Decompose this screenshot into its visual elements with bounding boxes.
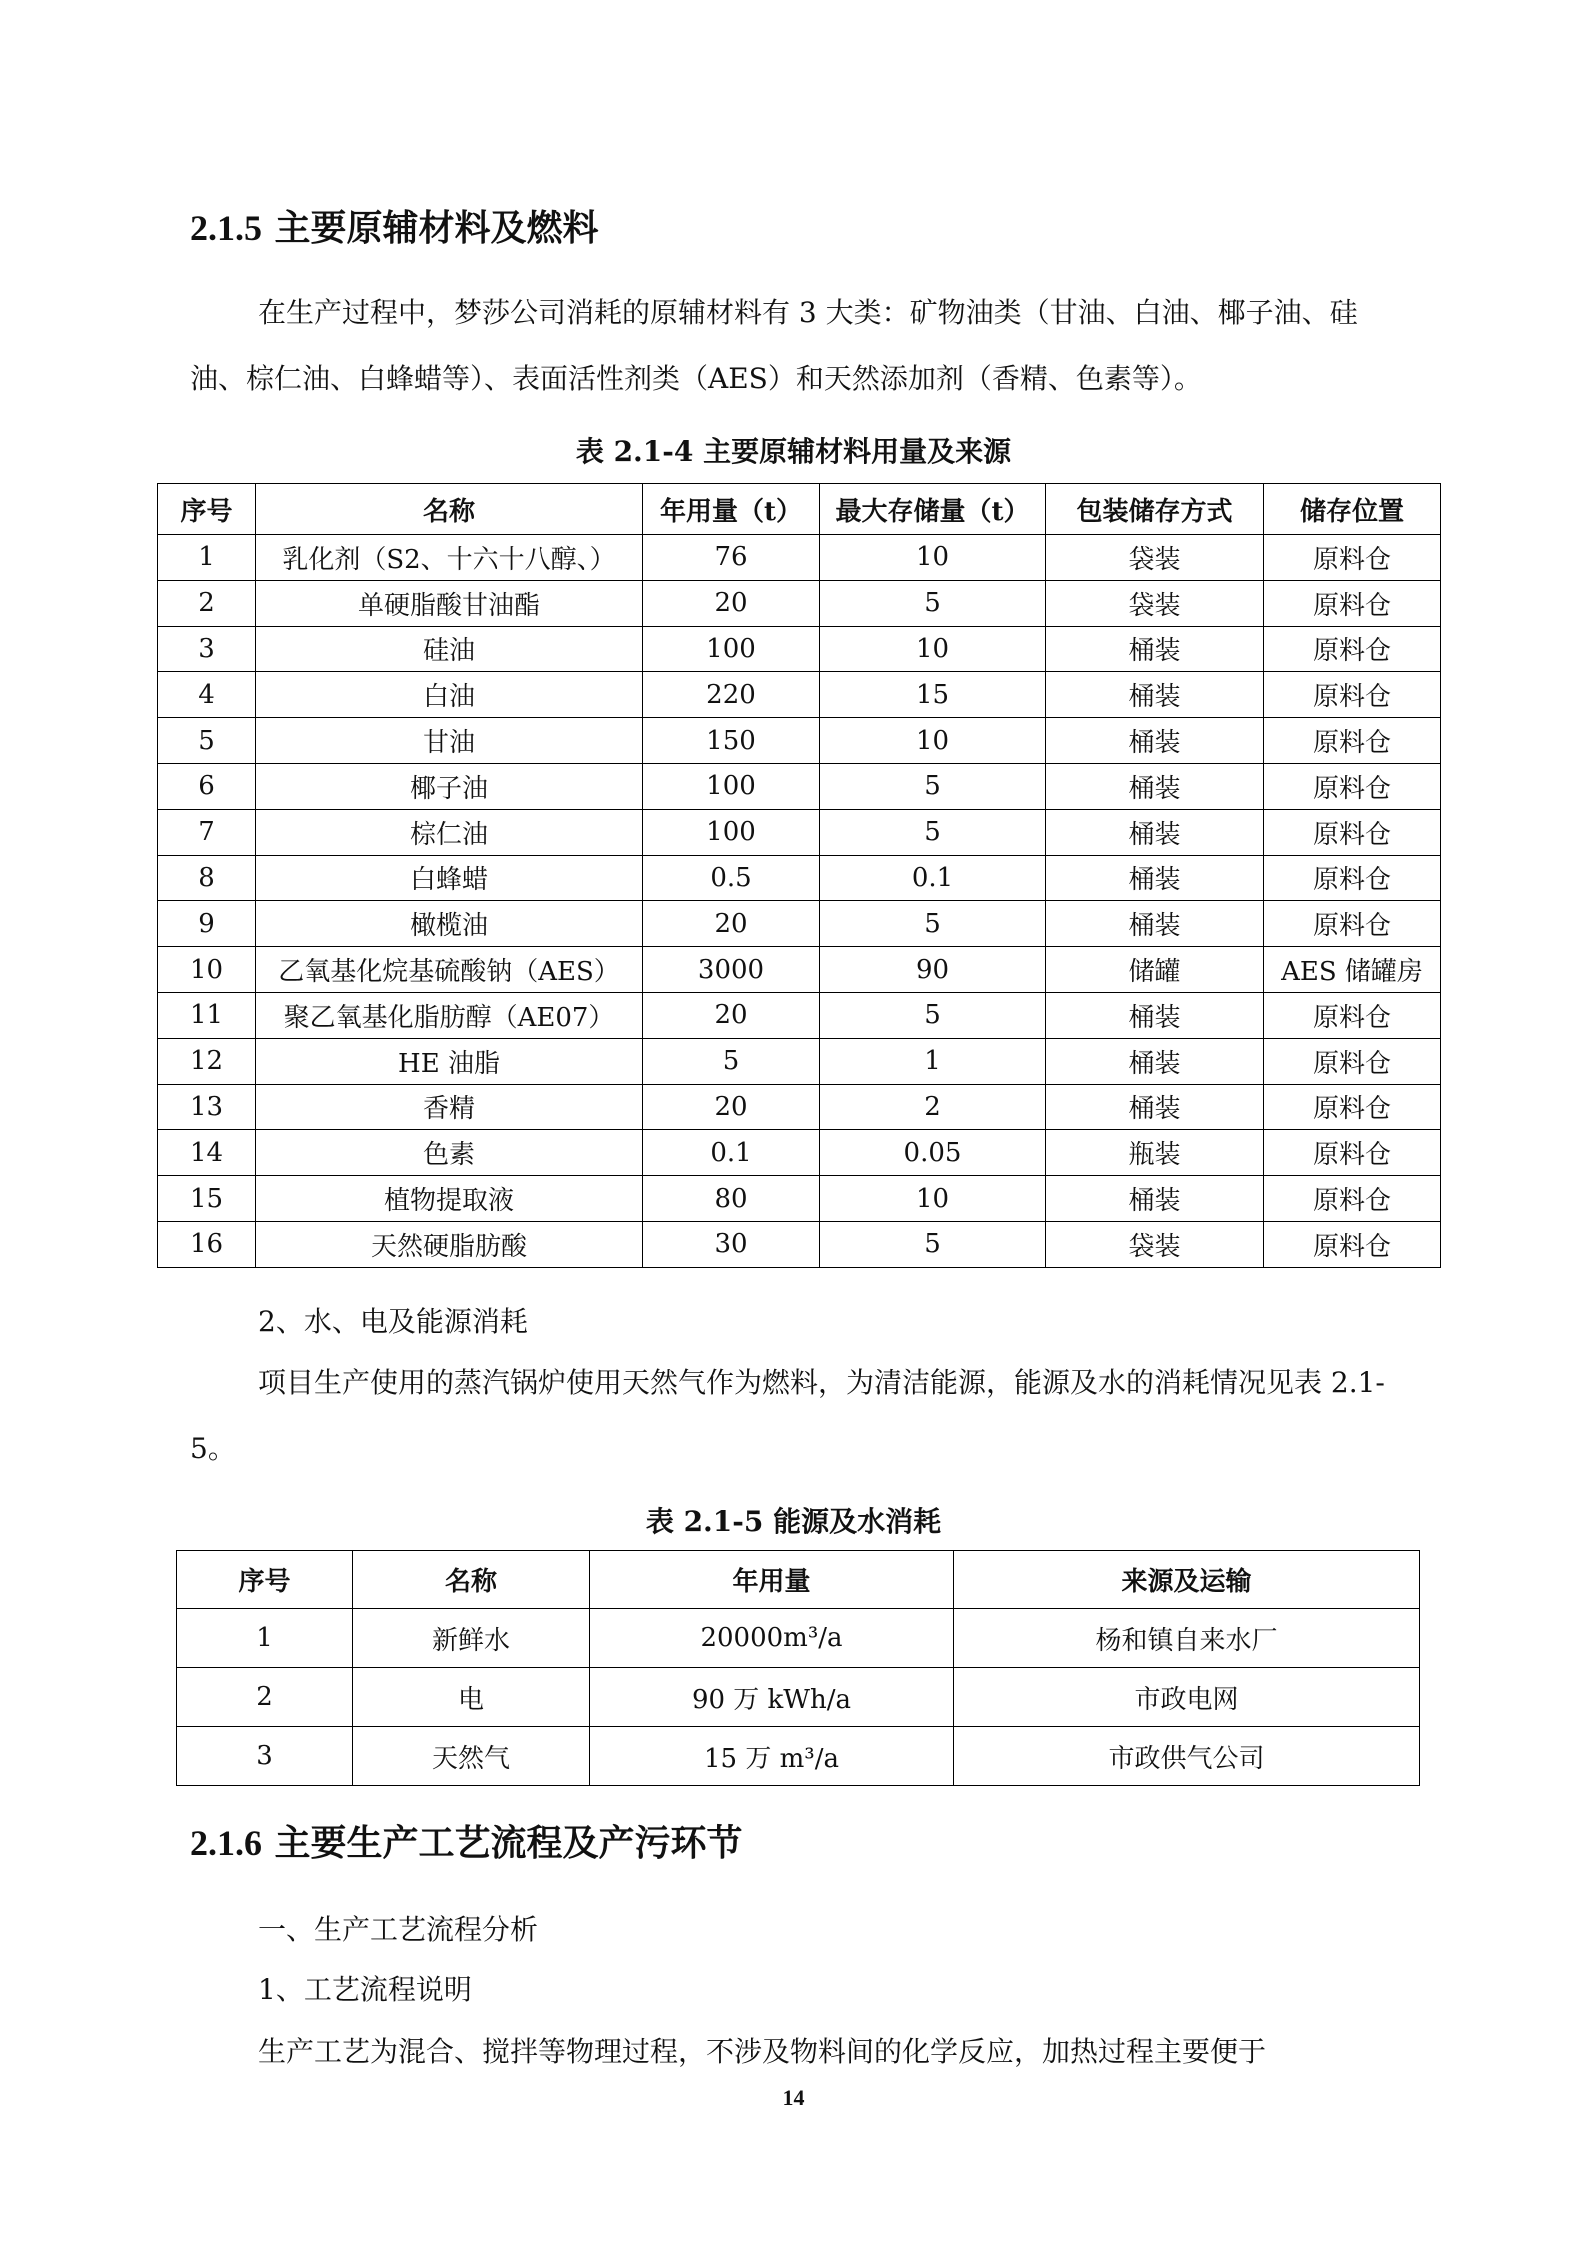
table-row xyxy=(158,535,1441,581)
table-cell: 20000m³/a xyxy=(590,1609,954,1668)
header-cell: 名称 xyxy=(353,1551,590,1609)
table-cell: 市政供气公司 xyxy=(954,1727,1420,1786)
table-cell: 1 xyxy=(820,1038,1046,1084)
table-cell: 2 xyxy=(158,580,256,626)
header-cell: 年用量（t） xyxy=(643,484,820,535)
table-cell: 杨和镇自来水厂 xyxy=(954,1609,1420,1668)
table-row xyxy=(158,718,1441,764)
table-cell: 桶装 xyxy=(1046,1176,1264,1222)
table-cell: 0.1 xyxy=(820,855,1046,901)
table-cell: 15 xyxy=(158,1176,256,1222)
header-cell: 来源及运输 xyxy=(954,1551,1420,1609)
table-cell: 椰子油 xyxy=(256,763,643,809)
table-cell: 乙氧基化烷基硫酸钠（AES） xyxy=(256,947,643,993)
table-cell: 3000 xyxy=(643,947,820,993)
table-row xyxy=(158,626,1441,672)
table-cell: 100 xyxy=(643,809,820,855)
energy-table-body xyxy=(177,1609,1420,1786)
table-cell: 0.1 xyxy=(643,1130,820,1176)
table-cell: 76 xyxy=(643,535,820,581)
table-cell: 桶装 xyxy=(1046,901,1264,947)
table-cell: 80 xyxy=(643,1176,820,1222)
energy-table xyxy=(176,1550,1420,1786)
table-row xyxy=(158,1038,1441,1084)
table-row xyxy=(158,1130,1441,1176)
table-cell: 原料仓 xyxy=(1264,1130,1441,1176)
table-cell: 原料仓 xyxy=(1264,626,1441,672)
table-cell: 白油 xyxy=(256,672,643,718)
table-row xyxy=(158,1221,1441,1267)
table-row xyxy=(158,580,1441,626)
table-cell: 袋装 xyxy=(1046,580,1264,626)
table-cell: 甘油 xyxy=(256,718,643,764)
table-cell: 100 xyxy=(643,626,820,672)
table-cell: 9 xyxy=(158,901,256,947)
table-cell: 原料仓 xyxy=(1264,763,1441,809)
table-cell: 1 xyxy=(158,535,256,581)
materials-table xyxy=(157,483,1441,1268)
table-row xyxy=(158,1176,1441,1222)
table-cell: AES 储罐房 xyxy=(1264,947,1441,993)
table-cell: 10 xyxy=(820,626,1046,672)
table-cell: 5 xyxy=(820,1221,1046,1267)
table-cell: 20 xyxy=(643,901,820,947)
table-cell: 原料仓 xyxy=(1264,992,1441,1038)
header-cell: 序号 xyxy=(158,484,256,535)
table-row xyxy=(158,901,1441,947)
table-header-row xyxy=(158,484,1441,535)
table-header-row xyxy=(177,1551,1420,1609)
table-cell: 11 xyxy=(158,992,256,1038)
table-cell: 7 xyxy=(158,809,256,855)
table-row xyxy=(177,1727,1420,1786)
section-title: 主要原辅材料及燃料 xyxy=(274,207,599,249)
section-title: 主要生产工艺流程及产污环节 xyxy=(274,1822,743,1864)
table-row xyxy=(158,992,1441,1038)
table-cell: 储罐 xyxy=(1046,947,1264,993)
table-cell: 90 万 kWh/a xyxy=(590,1668,954,1727)
table-row xyxy=(158,947,1441,993)
section-number: 2.1.6 xyxy=(190,1823,262,1863)
table-cell: 5 xyxy=(820,992,1046,1038)
table-cell: 桶装 xyxy=(1046,763,1264,809)
table-cell: 10 xyxy=(158,947,256,993)
table-cell: 3 xyxy=(158,626,256,672)
table-row xyxy=(158,672,1441,718)
table-cell: 棕仁油 xyxy=(256,809,643,855)
table-cell: 原料仓 xyxy=(1264,580,1441,626)
table-cell: 16 xyxy=(158,1221,256,1267)
table-cell: 2 xyxy=(177,1668,353,1727)
table-cell: 14 xyxy=(158,1130,256,1176)
section-number: 2.1.5 xyxy=(190,208,262,248)
table-cell: 20 xyxy=(643,580,820,626)
table-cell: 5 xyxy=(820,763,1046,809)
table-cell: 5 xyxy=(158,718,256,764)
item-heading-energy: 2、水、电及能源消耗 xyxy=(258,1305,528,1338)
table-cell: 白蜂蜡 xyxy=(256,855,643,901)
table-cell: 原料仓 xyxy=(1264,1176,1441,1222)
table-cell: 5 xyxy=(820,580,1046,626)
paragraph-materials: 在生产过程中，梦莎公司消耗的原辅材料有 3 大类：矿物油类（甘油、白油、椰子油、硅油、棕仁油、白蜂蜡等）、表面活性剂类（AES）和天然添加剂（香精、色素等）。 xyxy=(190,296,1358,395)
table-cell: 15 xyxy=(820,672,1046,718)
paragraph-process: 生产工艺为混合、搅拌等物理过程，不涉及物料间的化学反应，加热过程主要便于 xyxy=(258,2035,1267,2068)
header-cell: 序号 xyxy=(177,1551,353,1609)
section-heading-2-1-6 xyxy=(190,1815,743,1866)
table-cell: 10 xyxy=(820,535,1046,581)
table-cell: 原料仓 xyxy=(1264,1084,1441,1130)
table-cell: 市政电网 xyxy=(954,1668,1420,1727)
table-cell: 10 xyxy=(820,1176,1046,1222)
table-row xyxy=(177,1668,1420,1727)
table-cell: 天然硬脂肪酸 xyxy=(256,1221,643,1267)
table-cell: 桶装 xyxy=(1046,626,1264,672)
table-cell: 90 xyxy=(820,947,1046,993)
table-cell: 桶装 xyxy=(1046,672,1264,718)
table-cell: 10 xyxy=(820,718,1046,764)
header-cell: 储存位置 xyxy=(1264,484,1441,535)
table-cell: 植物提取液 xyxy=(256,1176,643,1222)
subheading-process-analysis: 一、生产工艺流程分析 xyxy=(258,1913,539,1946)
header-cell: 名称 xyxy=(256,484,643,535)
table-cell: 13 xyxy=(158,1084,256,1130)
table-row xyxy=(158,763,1441,809)
table-row xyxy=(177,1609,1420,1668)
table-cell: 150 xyxy=(643,718,820,764)
table-cell: 220 xyxy=(643,672,820,718)
page-number: 14 xyxy=(782,2085,805,2110)
table-cell: 1 xyxy=(177,1609,353,1668)
table-cell: 8 xyxy=(158,855,256,901)
header-cell: 年用量 xyxy=(590,1551,954,1609)
table-cell: 5 xyxy=(820,901,1046,947)
table-cell: 桶装 xyxy=(1046,992,1264,1038)
table-row xyxy=(158,855,1441,901)
table-cell: 瓶装 xyxy=(1046,1130,1264,1176)
table-cell: 0.5 xyxy=(643,855,820,901)
table-row xyxy=(158,809,1441,855)
table-cell: 天然气 xyxy=(353,1727,590,1786)
table-cell: 5 xyxy=(643,1038,820,1084)
table-cell: 袋装 xyxy=(1046,535,1264,581)
table-cell: 原料仓 xyxy=(1264,672,1441,718)
table-cell: 原料仓 xyxy=(1264,1038,1441,1084)
table-cell: 4 xyxy=(158,672,256,718)
section-heading-2-1-5 xyxy=(190,200,599,251)
table-cell: 乳化剂（S2、十六十八醇、） xyxy=(256,535,643,581)
table-cell: 袋装 xyxy=(1046,1221,1264,1267)
table-cell: 硅油 xyxy=(256,626,643,672)
table-cell: 桶装 xyxy=(1046,855,1264,901)
table-cell: 原料仓 xyxy=(1264,535,1441,581)
table-2-1-4-caption: 表 2.1-4 主要原辅材料用量及来源 xyxy=(575,435,1012,468)
table-cell: 原料仓 xyxy=(1264,855,1441,901)
table-cell: 桶装 xyxy=(1046,1038,1264,1084)
table-cell: 12 xyxy=(158,1038,256,1084)
table-row xyxy=(158,1084,1441,1130)
table-cell: 2 xyxy=(820,1084,1046,1130)
subheading-process-description: 1、工艺流程说明 xyxy=(258,1973,472,2006)
table-cell: 5 xyxy=(820,809,1046,855)
table-cell: 香精 xyxy=(256,1084,643,1130)
table-2-1-5-caption: 表 2.1-5 能源及水消耗 xyxy=(645,1505,942,1538)
table-cell: 原料仓 xyxy=(1264,901,1441,947)
table-cell: 0.05 xyxy=(820,1130,1046,1176)
table-cell: 原料仓 xyxy=(1264,809,1441,855)
table-cell: 桶装 xyxy=(1046,809,1264,855)
table-cell: 3 xyxy=(177,1727,353,1786)
table-cell: 100 xyxy=(643,763,820,809)
table-cell: 桶装 xyxy=(1046,1084,1264,1130)
table-cell: 20 xyxy=(643,1084,820,1130)
table-cell: 20 xyxy=(643,992,820,1038)
paragraph-energy: 项目生产使用的蒸汽锅炉使用天然气作为燃料，为清洁能源，能源及水的消耗情况见表 2.1-5。 xyxy=(190,1366,1385,1465)
table-cell: 单硬脂酸甘油酯 xyxy=(256,580,643,626)
table-cell: 聚乙氧基化脂肪醇（AE07） xyxy=(256,992,643,1038)
table-cell: 30 xyxy=(643,1221,820,1267)
table-cell: HE 油脂 xyxy=(256,1038,643,1084)
table-cell: 新鲜水 xyxy=(353,1609,590,1668)
table-cell: 6 xyxy=(158,763,256,809)
table-cell: 橄榄油 xyxy=(256,901,643,947)
materials-table-body xyxy=(158,535,1441,1268)
header-cell: 包装储存方式 xyxy=(1046,484,1264,535)
table-cell: 15 万 m³/a xyxy=(590,1727,954,1786)
table-cell: 原料仓 xyxy=(1264,1221,1441,1267)
table-cell: 原料仓 xyxy=(1264,718,1441,764)
table-cell: 电 xyxy=(353,1668,590,1727)
table-cell: 桶装 xyxy=(1046,718,1264,764)
header-cell: 最大存储量（t） xyxy=(820,484,1046,535)
table-cell: 色素 xyxy=(256,1130,643,1176)
